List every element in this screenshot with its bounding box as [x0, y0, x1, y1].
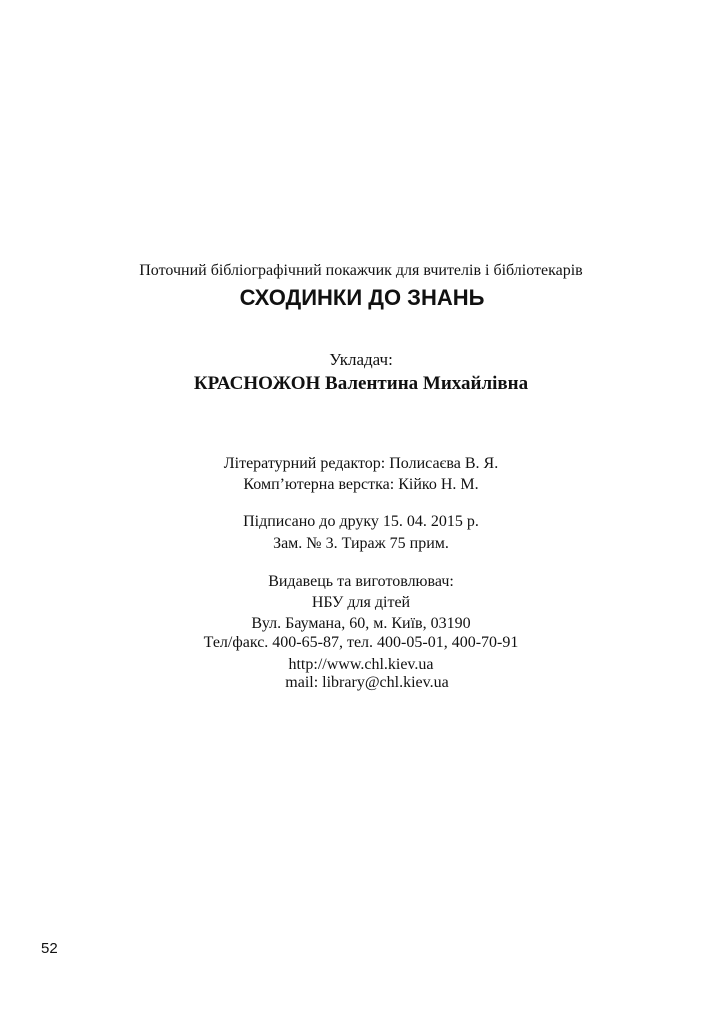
computer-layout: Комп’ютерна верстка: Кійко Н. М. — [243, 476, 479, 493]
order-circulation: Зам. № 3. Тираж 75 прим. — [273, 535, 449, 552]
publisher-email: mail: library@chl.kiev.ua — [285, 674, 449, 691]
publisher-phone: Тел/факс. 400-65-87, тел. 400-05-01, 400-70-91 — [203, 634, 519, 651]
publisher-label: Видавець та виготовлювач: — [268, 573, 454, 590]
page-number: 52 — [41, 940, 58, 957]
compiler-label: Укладач: — [329, 350, 393, 369]
publication-title: СХОДИНКИ ДО ЗНАНЬ — [239, 285, 485, 310]
publisher-website: http://www.chl.kiev.ua — [288, 656, 434, 673]
publication-subtitle: Поточний бібліографічний покажчик для вчителів і бібліотекарів — [139, 262, 583, 279]
compiler-name: КРАСНОЖОН Валентина Михайлівна — [193, 373, 529, 394]
publisher-name: НБУ для дітей — [311, 594, 411, 611]
literary-editor: Літературний редактор: Полисаєва В. Я. — [223, 455, 499, 472]
publisher-address: Вул. Баумана, 60, м. Київ, 03190 — [251, 615, 471, 632]
signed-for-print: Підписано до друку 15. 04. 2015 р. — [243, 513, 479, 530]
